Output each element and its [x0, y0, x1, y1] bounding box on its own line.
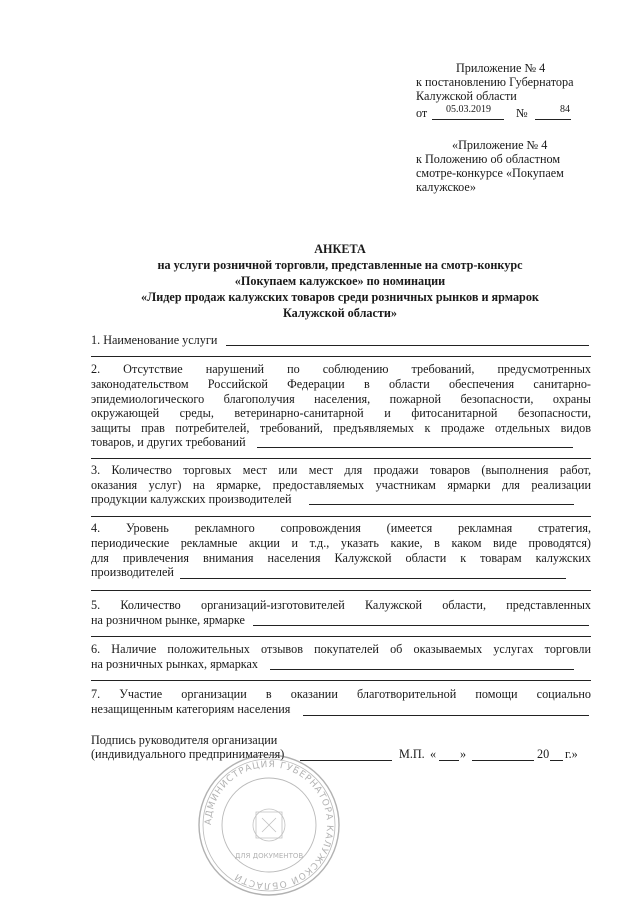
header-line-2: к постановлению Губернатора [416, 75, 574, 89]
item-4-line-3: для привлечения внимания населения Калужской области к товарам калужских [91, 551, 591, 565]
date-quote-open: « [430, 747, 437, 761]
item-5-field[interactable] [253, 625, 589, 626]
item-6-field[interactable] [270, 669, 574, 670]
item-3-field-2[interactable] [91, 516, 591, 517]
item-2-field[interactable] [257, 447, 573, 448]
item-4-line-4: производителей [91, 565, 174, 579]
date-year-prefix: 20 [537, 747, 550, 761]
signature-label-1: Подпись руководителя организации [91, 733, 278, 747]
form-subtitle-line-3: «Лидер продаж калужских товаров среди розничных рынков и ярмарок [141, 290, 539, 304]
item-1-label: 1. Наименование услуги [91, 333, 218, 347]
header-line-3: Калужской области [416, 89, 517, 103]
item-2-line-1: 2. Отсутствие нарушений по соблюдению требований, предусмотренных [91, 362, 591, 376]
item-2-line-3: эпидемиологического благополучия населения, пожарной безопасности, охраны [91, 392, 591, 406]
item-7-line-1: 7. Участие организации в оказании благотворительной помощи социально [91, 687, 591, 701]
header-number-line [535, 119, 571, 120]
header-date-value: 05.03.2019 [446, 104, 491, 115]
item-5-line-2: на розничном рынке, ярмарке [91, 613, 245, 627]
item-7-line-2: незащищенным категориям населения [91, 702, 291, 716]
form-title: АНКЕТА [314, 242, 366, 256]
item-3-line-1: 3. Количество торговых мест или мест для продажи товаров (выполнения работ, [91, 463, 591, 477]
item-2-line-5: защиты прав потребителей, требований, предъявляемых к продаже отдельных видов [91, 421, 591, 435]
item-6-field-2[interactable] [91, 680, 591, 681]
item-5-line-1: 5. Количество организаций-изготовителей Калужской области, представленных [91, 598, 591, 612]
form-subtitle-line-1: на услуги розничной торговли, представленные на смотр-конкурс [157, 258, 523, 272]
sub-header-line-4: калужское» [416, 180, 476, 194]
date-month-field[interactable] [472, 760, 534, 761]
item-4-line-2: периодические рекламные акции и т.д., указать какие, в каком виде проводятся) [91, 536, 591, 550]
item-5-field-2[interactable] [91, 636, 591, 637]
date-year-field[interactable] [550, 760, 563, 761]
item-2-line-4: окружающей среды, ветеринарно-санитарной и фитосанитарной безопасности, [91, 406, 591, 420]
form-subtitle-line-4: Калужской области» [282, 306, 398, 320]
item-2-field-2[interactable] [91, 458, 591, 459]
date-quote-close: » [460, 747, 467, 761]
item-1-field[interactable] [226, 345, 589, 346]
item-4-field-2[interactable] [91, 590, 591, 591]
official-stamp-icon [196, 752, 342, 898]
signature-label-2: (индивидуального предпринимателя) [91, 747, 285, 761]
item-3-line-3: продукции калужских производителей [91, 492, 292, 506]
item-3-field[interactable] [309, 504, 574, 505]
sub-header-line-2: к Положению об областном [416, 152, 561, 166]
header-number-value: 84 [560, 104, 570, 115]
item-4-field[interactable] [180, 578, 566, 579]
sub-header-line-3: смотре-конкурсе «Покупаем [416, 166, 564, 180]
item-7-field[interactable] [303, 715, 589, 716]
item-6-line-2: на розничных рынках, ярмарках [91, 657, 259, 671]
stamp-inner-text: ДЛЯ ДОКУМЕНТОВ [234, 852, 304, 860]
form-subtitle-line-2: «Покупаем калужское» по номинации [234, 274, 446, 288]
item-3-line-2: оказания услуг) на ярмарке, предоставляемых участникам ярмарки для реализации [91, 478, 591, 492]
header-date-line [432, 119, 504, 120]
item-2-line-6: товаров, и других требований [91, 435, 246, 449]
item-4-line-1: 4. Уровень рекламного сопровождения (имеется рекламная стратегия, [91, 521, 591, 535]
sub-header-line-1: «Приложение № 4 [452, 138, 548, 152]
item-1-field-2[interactable] [91, 356, 591, 357]
item-6-line-1: 6. Наличие положительных отзывов покупателей об оказываемых услугах торговли [91, 642, 591, 656]
header-date-prefix: от [416, 106, 428, 120]
header-number-sign: № [516, 106, 528, 120]
stamp-ring-text: АДМИНИСТРАЦИЯ ГУБЕРНАТОРА КАЛУЖСКОЙ ОБЛАСТИ [203, 759, 335, 891]
item-2-line-2: законодательством Российской Федерации в области обеспечения санитарно- [91, 377, 591, 391]
date-day-field[interactable] [439, 760, 459, 761]
stamp-place-label: М.П. [399, 747, 425, 761]
date-year-suffix: г.» [565, 747, 578, 761]
header-line-1: Приложение № 4 [456, 61, 546, 75]
